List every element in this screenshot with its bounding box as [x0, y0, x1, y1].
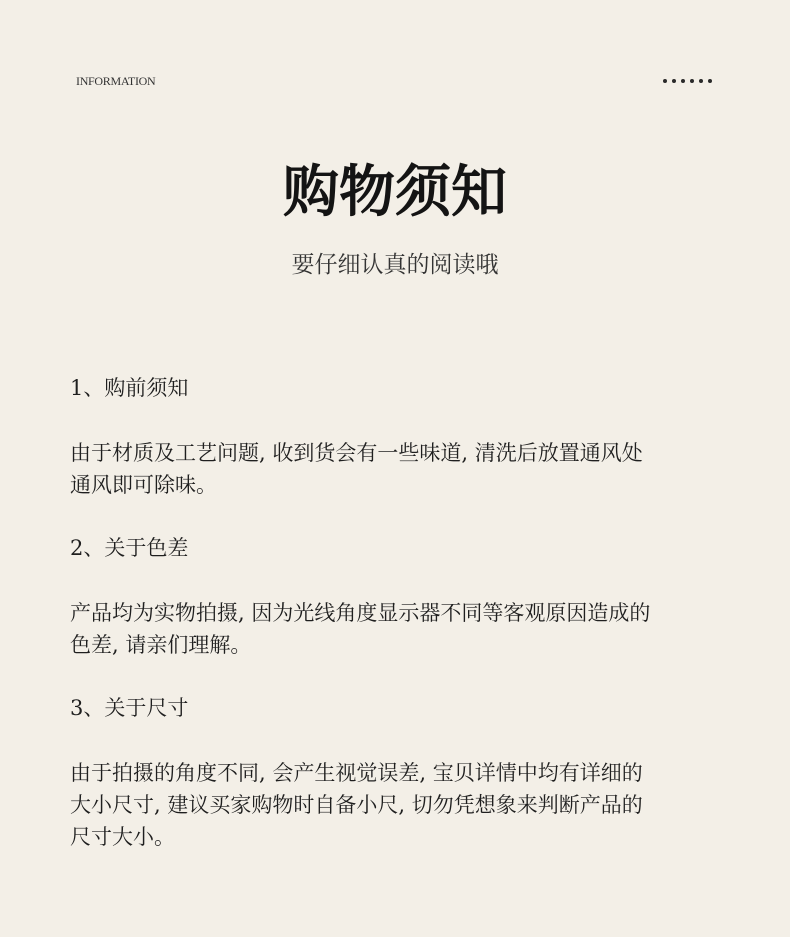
section-line: 色差, 请亲们理解。	[70, 633, 252, 657]
dot	[672, 79, 676, 83]
section-body	[70, 757, 730, 853]
section-line: 由于拍摄的角度不同, 会产生视觉误差, 宝贝详情中均有详细的	[70, 761, 643, 785]
section-heading: 1、购前须知	[70, 376, 189, 400]
section-color-difference	[70, 532, 730, 661]
dot	[699, 79, 703, 83]
section-body	[70, 597, 730, 661]
dot	[690, 79, 694, 83]
dots-icon	[663, 79, 712, 83]
section-size	[70, 692, 730, 853]
page-subtitle: 要仔细认真的阅读哦	[291, 252, 499, 278]
section-heading: 3、关于尺寸	[70, 696, 189, 720]
section-body	[70, 437, 730, 501]
header-label: INFORMATION	[76, 74, 156, 88]
section-heading: 2、关于色差	[70, 536, 189, 560]
section-line: 尺寸大小。	[70, 825, 175, 849]
section-line: 产品均为实物拍摄, 因为光线角度显示器不同等客观原因造成的	[70, 601, 651, 625]
page-title: 购物须知	[283, 159, 507, 225]
dot	[708, 79, 712, 83]
section-pre-purchase	[70, 372, 730, 501]
section-line: 大小尺寸, 建议买家购物时自备小尺, 切勿凭想象来判断产品的	[70, 793, 643, 817]
section-line: 通风即可除味。	[70, 473, 217, 497]
section-line: 由于材质及工艺问题, 收到货会有一些味道, 清洗后放置通风处	[70, 441, 643, 465]
dot	[681, 79, 685, 83]
dot	[663, 79, 667, 83]
